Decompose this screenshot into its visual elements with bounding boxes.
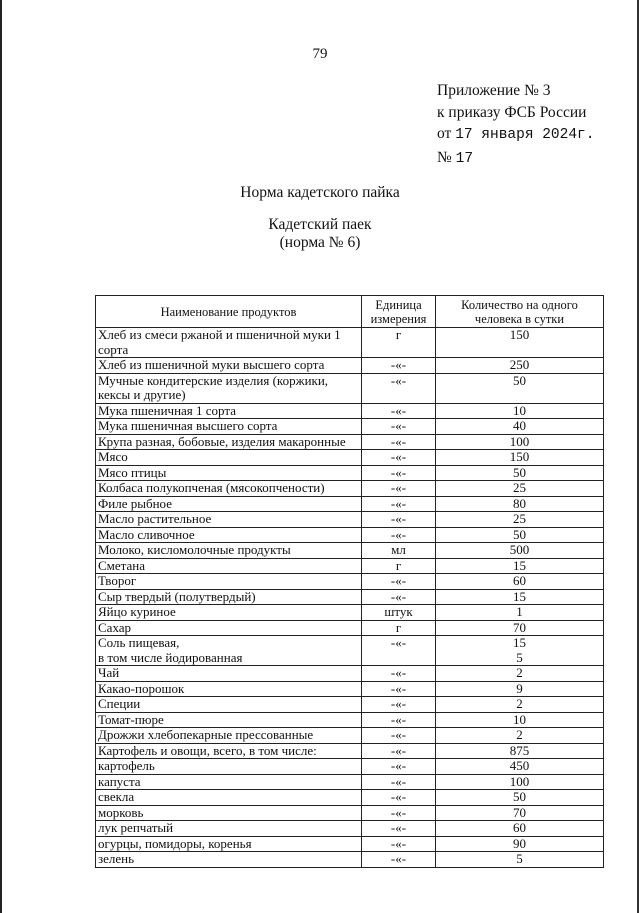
- table-row: [96, 681, 604, 697]
- table-row: [96, 620, 604, 636]
- quantity-value: 875: [509, 742, 530, 758]
- product-name: огурцы, помидоры, коренья: [98, 835, 252, 851]
- quantity-cell: [436, 852, 604, 868]
- product-name-cell: [96, 636, 362, 666]
- table-row: [96, 527, 604, 543]
- table-row: [96, 759, 604, 775]
- unit-cell: -«-: [362, 512, 436, 528]
- unit-cell: -«-: [362, 712, 436, 728]
- unit-cell: -«-: [362, 527, 436, 543]
- product-name-cell: [96, 481, 362, 497]
- product-name: Филе рыбное: [98, 495, 172, 511]
- quantity-value: 80: [513, 495, 526, 511]
- unit-cell: -«-: [362, 496, 436, 512]
- quantity-cell: [436, 697, 604, 713]
- header-product-name: Наименование продуктов: [96, 296, 362, 328]
- product-name-cell: [96, 527, 362, 543]
- unit-cell: -«-: [362, 805, 436, 821]
- product-name: Мука пшеничная 1 сорта: [98, 402, 236, 418]
- quantity-cell: [436, 636, 604, 666]
- product-name: Масло растительное: [98, 511, 212, 526]
- table-row: [96, 574, 604, 590]
- quantity-value: 60: [513, 820, 526, 835]
- table-row: [96, 465, 604, 481]
- table-row: [96, 481, 604, 497]
- product-name-cell: [96, 836, 362, 852]
- product-name-cell: [96, 666, 362, 682]
- product-name: Чай: [98, 665, 120, 680]
- quantity-value: 10: [513, 711, 526, 727]
- product-name-cell: [96, 774, 362, 790]
- product-name: Сметана: [98, 557, 146, 573]
- quantity-cell: [436, 496, 604, 512]
- quantity-value: 60: [513, 573, 526, 588]
- quantity-value: 5: [516, 851, 523, 866]
- quantity-cell: [436, 574, 604, 590]
- quantity-cell: [436, 403, 604, 419]
- document-subtitle: Кадетский паек: [268, 216, 372, 233]
- quantity-value: 500: [509, 542, 530, 557]
- norm-number: (норма № 6): [279, 234, 361, 251]
- product-name: лук репчатый: [98, 820, 174, 835]
- product-name-cell: [96, 697, 362, 713]
- table-row: [96, 558, 604, 574]
- quantity-value: 25: [513, 480, 526, 495]
- quantity-cell: [436, 358, 604, 374]
- quantity-value: 250: [509, 357, 530, 372]
- table-row: [96, 512, 604, 528]
- quantity-cell: [436, 836, 604, 852]
- quantity-value: 50: [513, 464, 526, 480]
- quantity-value: 150: [509, 327, 530, 342]
- product-name-cell: [96, 743, 362, 759]
- quantity-value: 2: [516, 696, 523, 711]
- quantity-value: 9: [516, 680, 523, 696]
- ration-table: [95, 295, 604, 868]
- quantity-value: 15: [513, 557, 526, 573]
- product-name: Яйцо куриное: [98, 604, 176, 619]
- quantity-value: 100: [509, 433, 530, 449]
- product-name: капуста: [98, 773, 141, 789]
- unit-cell: штук: [362, 605, 436, 621]
- product-name-cell: [96, 465, 362, 481]
- appendix-line-1: Приложение № 3: [437, 82, 551, 99]
- table-row: [96, 543, 604, 559]
- table-row: [96, 419, 604, 435]
- product-name: морковь: [98, 804, 144, 820]
- product-name: Хлеб из смеси ржаной и пшеничной муки 1 сорта: [98, 327, 341, 357]
- product-name: Крупа разная, бобовые, изделия макаронные: [98, 433, 346, 449]
- product-name-cell: [96, 328, 362, 358]
- quantity-value: 15: [513, 635, 526, 650]
- quantity-cell: [436, 605, 604, 621]
- appendix-date-line: [437, 123, 594, 147]
- quantity-cell: [436, 666, 604, 682]
- quantity-value: 90: [513, 835, 526, 851]
- product-name-cell: [96, 620, 362, 636]
- product-name-cell: [96, 574, 362, 590]
- unit-cell: -«-: [362, 403, 436, 419]
- quantity-cell: [436, 373, 604, 403]
- product-name: Мучные кондитерские изделия (коржики, кексы и другие): [98, 372, 329, 402]
- appendix-date: 17 января 2024г.: [455, 127, 595, 143]
- quantity-cell: [436, 805, 604, 821]
- unit-cell: -«-: [362, 728, 436, 744]
- appendix-date-prefix: от: [437, 125, 452, 142]
- quantity-value: 40: [513, 418, 526, 433]
- table-row: [96, 821, 604, 837]
- quantity-cell: [436, 512, 604, 528]
- product-name-cell: [96, 728, 362, 744]
- quantity-value: 450: [509, 758, 530, 773]
- product-name-cell: [96, 373, 362, 403]
- product-name: Какао-порошок: [98, 680, 185, 696]
- quantity-value: 70: [513, 804, 526, 820]
- product-name-cell: [96, 358, 362, 374]
- unit-cell: -«-: [362, 759, 436, 775]
- table-row: [96, 743, 604, 759]
- table-row: [96, 636, 604, 666]
- table-row: [96, 712, 604, 728]
- product-name: Специи: [98, 696, 141, 711]
- table-row: [96, 496, 604, 512]
- quantity-cell: [436, 450, 604, 466]
- product-name-cell: [96, 712, 362, 728]
- page-number: 79: [312, 46, 328, 62]
- product-name-continued: в том числе йодированная: [98, 649, 243, 665]
- unit-cell: -«-: [362, 666, 436, 682]
- quantity-value: 5: [516, 649, 523, 665]
- unit-cell: -«-: [362, 774, 436, 790]
- product-name-cell: [96, 496, 362, 512]
- product-name-cell: [96, 543, 362, 559]
- product-name: Дрожжи хлебопекарные прессованные: [98, 727, 314, 742]
- quantity-cell: [436, 728, 604, 744]
- product-name: Томат-пюре: [98, 711, 164, 727]
- product-name-cell: [96, 512, 362, 528]
- unit-cell: -«-: [362, 697, 436, 713]
- table-row: [96, 373, 604, 403]
- appendix-line-2: к приказу ФСБ России: [437, 103, 587, 121]
- quantity-value: 2: [516, 665, 523, 680]
- unit-cell: -«-: [362, 465, 436, 481]
- product-name: Картофель и овощи, всего, в том числе:: [98, 742, 317, 758]
- quantity-cell: [436, 328, 604, 358]
- quantity-cell: [436, 743, 604, 759]
- table-row: [96, 805, 604, 821]
- appendix-number-prefix: №: [437, 148, 452, 166]
- product-name: Мука пшеничная высшего сорта: [98, 418, 278, 433]
- quantity-cell: [436, 821, 604, 837]
- quantity-cell: [436, 620, 604, 636]
- table-row: [96, 836, 604, 852]
- product-name-cell: [96, 589, 362, 605]
- product-name-cell: [96, 681, 362, 697]
- unit-cell: -«-: [362, 790, 436, 806]
- product-name: Сахар: [98, 619, 132, 635]
- product-name-cell: [96, 790, 362, 806]
- scan-right-edge: [637, 0, 639, 913]
- unit-cell: -«-: [362, 636, 436, 666]
- quantity-cell: [436, 759, 604, 775]
- quantity-value: 1: [516, 604, 523, 619]
- quantity-value: 150: [509, 449, 530, 464]
- product-name: Масло сливочное: [98, 526, 195, 542]
- unit-cell: -«-: [362, 419, 436, 435]
- quantity-cell: [436, 543, 604, 559]
- product-name-cell: [96, 558, 362, 574]
- unit-cell: -«-: [362, 481, 436, 497]
- product-name: Мясо птицы: [98, 464, 167, 480]
- quantity-value: 25: [513, 511, 526, 526]
- table-row: [96, 790, 604, 806]
- table-row: [96, 434, 604, 450]
- product-name: свекла: [98, 789, 135, 804]
- product-name: картофель: [98, 758, 155, 773]
- quantity-cell: [436, 419, 604, 435]
- quantity-value: 50: [513, 789, 526, 804]
- table-row: [96, 450, 604, 466]
- unit-cell: -«-: [362, 852, 436, 868]
- product-name-cell: [96, 434, 362, 450]
- product-name: зелень: [98, 851, 135, 866]
- unit-cell: г: [362, 558, 436, 574]
- table-row: [96, 666, 604, 682]
- table-row: [96, 774, 604, 790]
- unit-cell: -«-: [362, 434, 436, 450]
- product-name-cell: [96, 821, 362, 837]
- table-row: [96, 328, 604, 358]
- table-header-row: [96, 296, 604, 328]
- quantity-cell: [436, 465, 604, 481]
- table-row: [96, 403, 604, 419]
- quantity-cell: [436, 481, 604, 497]
- product-name-cell: [96, 403, 362, 419]
- quantity-value: 2: [516, 727, 523, 742]
- quantity-cell: [436, 527, 604, 543]
- quantity-cell: [436, 774, 604, 790]
- appendix-block: [437, 80, 594, 170]
- product-name: Мясо: [98, 449, 128, 464]
- quantity-value: 50: [513, 526, 526, 542]
- product-name-cell: [96, 852, 362, 868]
- unit-cell: -«-: [362, 836, 436, 852]
- unit-cell: -«-: [362, 373, 436, 403]
- product-name: Хлеб из пшеничной муки высшего сорта: [98, 357, 325, 372]
- quantity-cell: [436, 434, 604, 450]
- quantity-value: 100: [509, 773, 530, 789]
- quantity-value: 10: [513, 402, 526, 418]
- quantity-cell: [436, 589, 604, 605]
- quantity-value: 50: [513, 372, 526, 388]
- quantity-cell: [436, 790, 604, 806]
- product-name-cell: [96, 805, 362, 821]
- unit-cell: -«-: [362, 821, 436, 837]
- product-name-cell: [96, 419, 362, 435]
- unit-cell: -«-: [362, 450, 436, 466]
- product-name: Соль пищевая,: [98, 635, 180, 650]
- quantity-value: 15: [513, 588, 526, 604]
- appendix-number-line: [437, 147, 594, 171]
- table-row: [96, 589, 604, 605]
- unit-cell: -«-: [362, 589, 436, 605]
- product-name-cell: [96, 450, 362, 466]
- header-quantity: Количество на одного человека в сутки: [436, 296, 604, 328]
- table-row: [96, 852, 604, 868]
- product-name-cell: [96, 759, 362, 775]
- product-name: Сыр твердый (полутвердый): [98, 588, 256, 604]
- unit-cell: -«-: [362, 743, 436, 759]
- table-row: [96, 605, 604, 621]
- quantity-cell: [436, 558, 604, 574]
- header-unit: Единица измерения: [362, 296, 436, 328]
- product-name: Колбаса полукопченая (мясокопчености): [98, 480, 325, 495]
- unit-cell: г: [362, 620, 436, 636]
- unit-cell: -«-: [362, 681, 436, 697]
- unit-cell: -«-: [362, 358, 436, 374]
- unit-cell: мл: [362, 543, 436, 559]
- table-row: [96, 728, 604, 744]
- document-title: Норма кадетского пайка: [240, 184, 400, 201]
- quantity-cell: [436, 681, 604, 697]
- table-row: [96, 358, 604, 374]
- product-name: Творог: [98, 573, 137, 588]
- product-name: Молоко, кисломолочные продукты: [98, 542, 291, 557]
- appendix-number: 17: [455, 150, 474, 167]
- quantity-cell: [436, 712, 604, 728]
- quantity-value: 70: [513, 619, 526, 635]
- unit-cell: г: [362, 328, 436, 358]
- unit-cell: -«-: [362, 574, 436, 590]
- table-row: [96, 697, 604, 713]
- product-name-cell: [96, 605, 362, 621]
